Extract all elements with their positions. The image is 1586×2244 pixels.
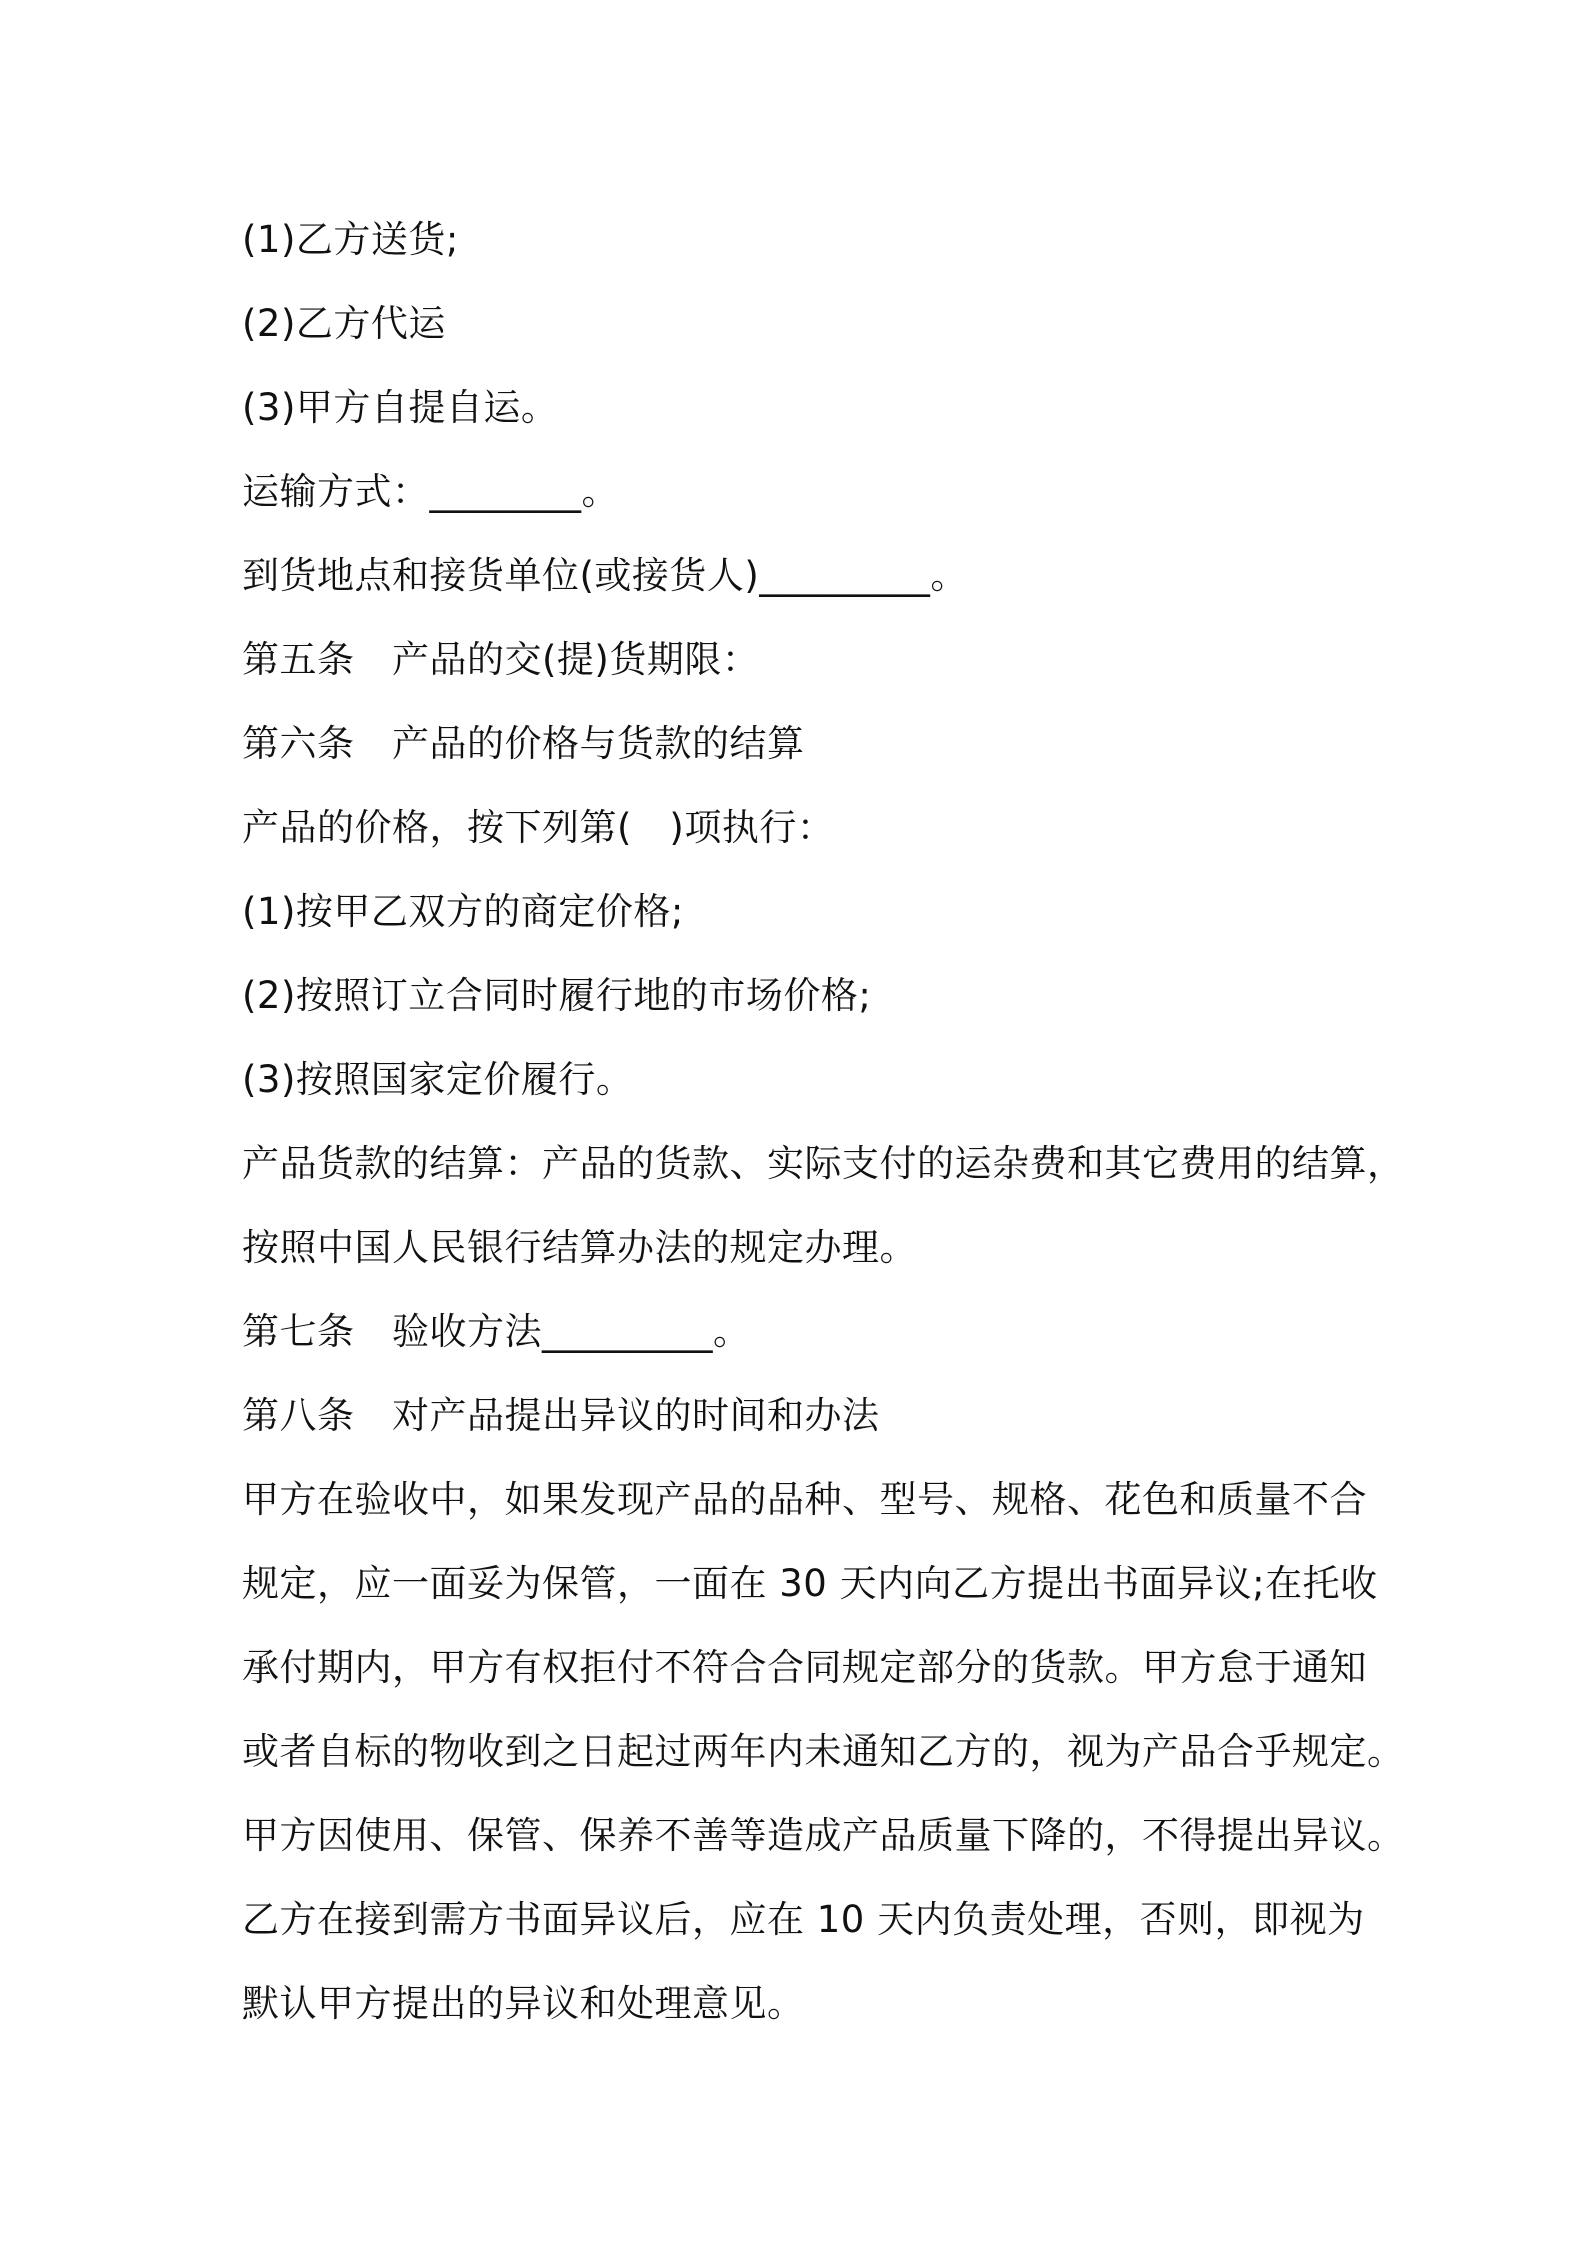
paragraph-line: 产品货款的结算：产品的货款、实际支付的运杂费和其它费用的结算， (242, 1142, 1405, 1185)
paragraph-line: 默认甲方提出的异议和处理意见。 (242, 1982, 805, 2025)
paragraph-line: 甲方在验收中，如果发现产品的品种、型号、规格、花色和质量不合 (242, 1478, 1367, 1521)
clause-line: (2)乙方代运 (242, 302, 446, 345)
paragraph-line: 产品的价格，按下列第( )项执行： (242, 806, 835, 849)
paragraph-line: 承付期内，甲方有权拒付不符合合同规定部分的货款。甲方怠于通知 (242, 1646, 1367, 1689)
article-6-heading: 第六条 产品的价格与货款的结算 (242, 722, 805, 765)
clause-line: (1)乙方送货; (242, 218, 459, 261)
paragraph-line: 按照中国人民银行结算办法的规定办理。 (242, 1226, 917, 1269)
clause-line: (2)按照订立合同时履行地的市场价格; (242, 974, 872, 1017)
article-8-heading: 第八条 对产品提出异议的时间和办法 (242, 1394, 880, 1437)
paragraph-line: 乙方在接到需方书面异议后，应在 10 天内负责处理，否则，即视为 (242, 1898, 1365, 1941)
paragraph-line: 甲方因使用、保管、保养不善等造成产品质量下降的，不得提出异议。 (242, 1814, 1405, 1857)
clause-line: (3)按照国家定价履行。 (242, 1058, 634, 1101)
transport-method-line: 运输方式：________。 (242, 470, 619, 513)
contract-text (242, 198, 1405, 2046)
clause-line: (3)甲方自提自运。 (242, 386, 559, 429)
article-7-heading: 第七条 验收方法_________。 (242, 1310, 751, 1353)
paragraph-line: 或者自标的物收到之日起过两年内未通知乙方的，视为产品合乎规定。 (242, 1730, 1405, 1773)
article-5-heading: 第五条 产品的交(提)货期限： (242, 638, 760, 681)
clause-line: (1)按甲乙双方的商定价格; (242, 890, 684, 933)
delivery-location-line: 到货地点和接货单位(或接货人)_________。 (242, 554, 968, 597)
paragraph-line: 规定，应一面妥为保管，一面在 30 天内向乙方提出书面异议;在托收 (242, 1562, 1378, 1605)
